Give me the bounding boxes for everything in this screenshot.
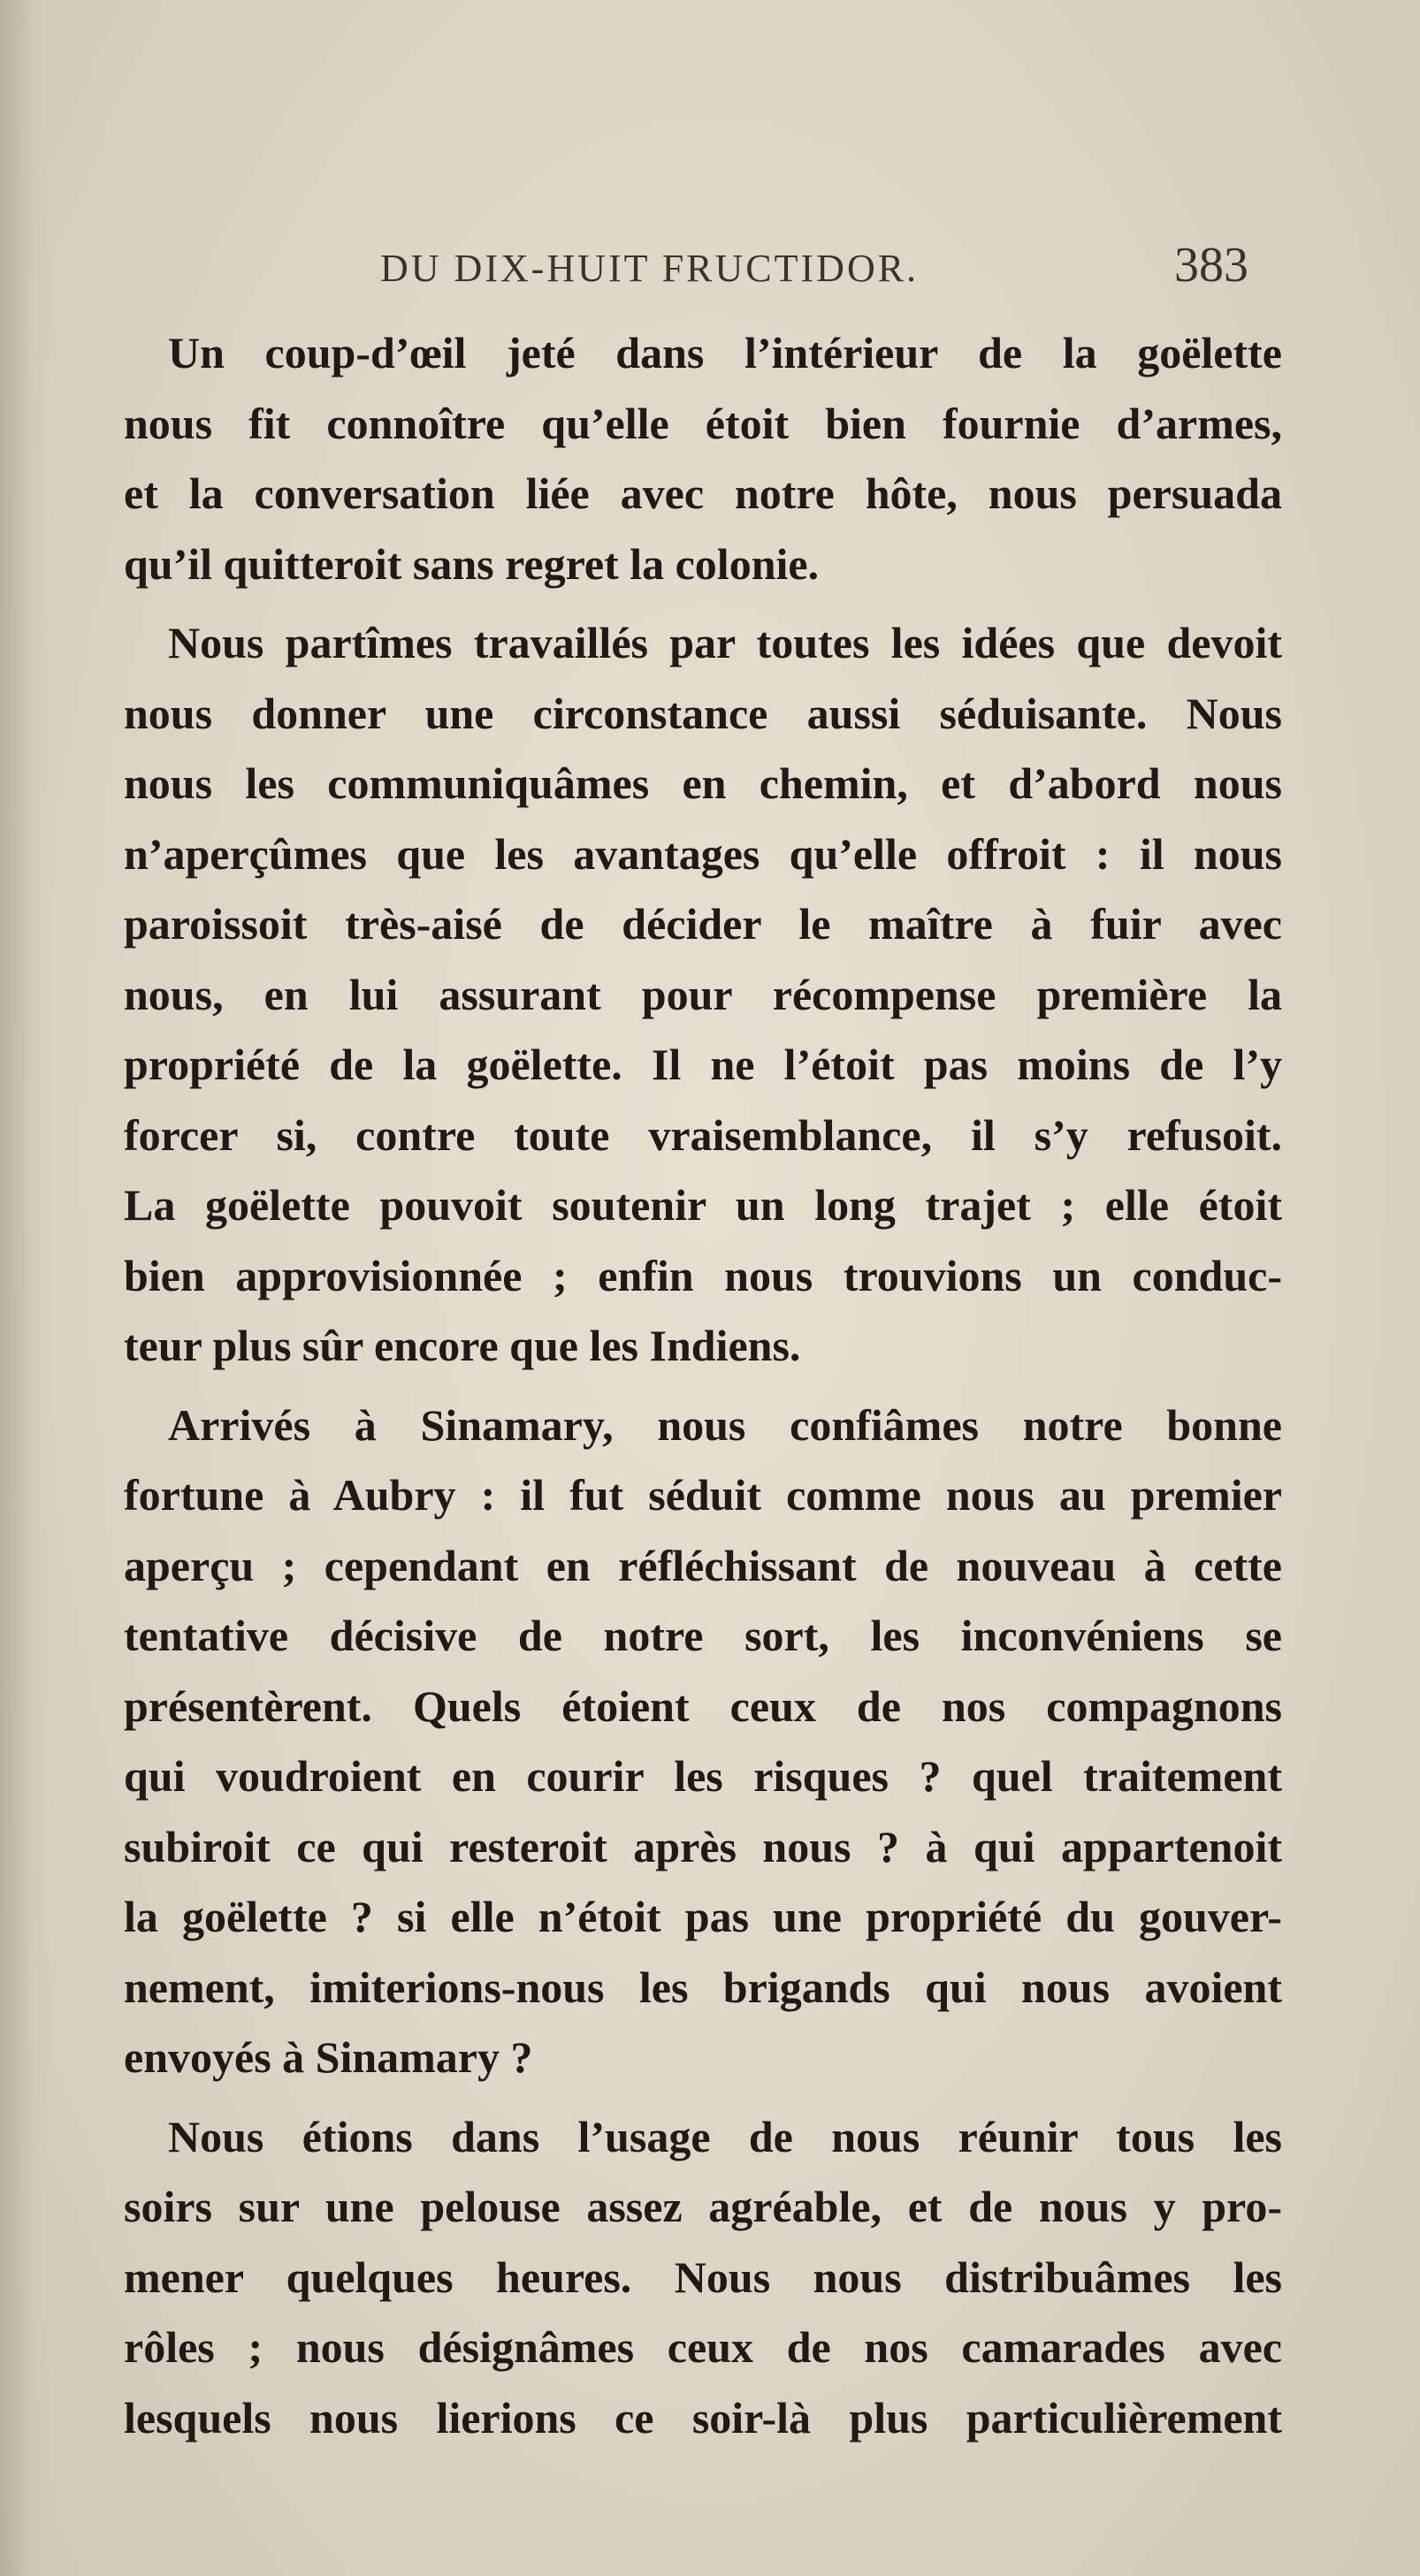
text-line: subiroit ce qui resteroit après nous ? à qui appartenoit [124, 1821, 1282, 1871]
text-line: propriété de la goëlette. Il ne l’étoit pas moins de l’y [124, 1040, 1282, 1089]
body-text [124, 318, 1282, 2453]
text-line: aperçu ; cependant en réfléchissant de nouveau à cette [124, 1540, 1282, 1590]
text-line: bien approvisionnée ; enfin nous trouvions un conduc- [124, 1250, 1282, 1300]
text-line: nous fit connoître qu’elle étoit bien fournie d’armes, [124, 398, 1282, 448]
running-title: DU DIX-HUIT FRUCTIDOR. [380, 247, 920, 290]
text-line: qui voudroient en courir les risques ? quel traitement [124, 1751, 1282, 1801]
text-line: envoyés à Sinamary ? [124, 2032, 533, 2082]
text-line: Nous étions dans l’usage de nous réunir tous les [168, 2111, 1282, 2161]
text-line: nous, en lui assurant pour récompense première la [124, 969, 1282, 1019]
text-line: n’aperçûmes que les avantages qu’elle offroit : il nous [124, 828, 1282, 879]
text-line: rôles ; nous désignâmes ceux de nos camarades avec [124, 2322, 1282, 2372]
text-line: et la conversation liée avec notre hôte, nous persuada [124, 469, 1282, 518]
running-head [380, 237, 1264, 299]
text-line: fortune à Aubry : il fut séduit comme nous au premier [124, 1470, 1282, 1520]
text-line: nement, imiterions-nous les brigands qui nous avoient [124, 1962, 1282, 2012]
text-line: nous donner une circonstance aussi séduisante. Nous [124, 688, 1282, 738]
paragraph-2 [124, 608, 1282, 1382]
text-line: Nous partîmes travaillés par toutes les idées que devoit [168, 618, 1282, 667]
text-line: la goëlette ? si elle n’étoit pas une propriété du gouver- [124, 1892, 1282, 1941]
text-line: forcer si, contre toute vraisemblance, il s’y refusoit. [124, 1109, 1282, 1160]
text-line: qu’il quitteroit sans regret la colonie. [124, 538, 820, 589]
text-line: Un coup-d’œil jeté dans l’intérieur de la goëlette [168, 328, 1282, 377]
page-number: 383 [1174, 238, 1248, 293]
paragraph-4 [124, 2102, 1282, 2454]
text-line: nous les communiquâmes en chemin, et d’abord nous [124, 758, 1282, 808]
spine-shadow [0, 0, 53, 2576]
text-line: La goëlette pouvoit soutenir un long trajet ; elle étoit [124, 1180, 1282, 1230]
text-line: présentèrent. Quels étoient ceux de nos compagnons [124, 1680, 1282, 1731]
paragraph-1 [124, 318, 1282, 599]
text-line: teur plus sûr encore que les Indiens. [124, 1321, 801, 1370]
text-line: tentative décisive de notre sort, les inconvéniens se [124, 1611, 1282, 1660]
text-line: lesquels nous lierions ce soir-là plus particulièrement [124, 2392, 1282, 2443]
text-line: paroissoit très-aisé de décider le maître à fuir avec [124, 899, 1282, 949]
text-line: soirs sur une pelouse assez agréable, et de nous y pro- [124, 2182, 1282, 2231]
text-line: Arrivés à Sinamary, nous confiâmes notre bonne [168, 1399, 1282, 1450]
paragraph-3 [124, 1391, 1282, 2093]
text-line: mener quelques heures. Nous nous distribuâmes les [124, 2252, 1282, 2302]
